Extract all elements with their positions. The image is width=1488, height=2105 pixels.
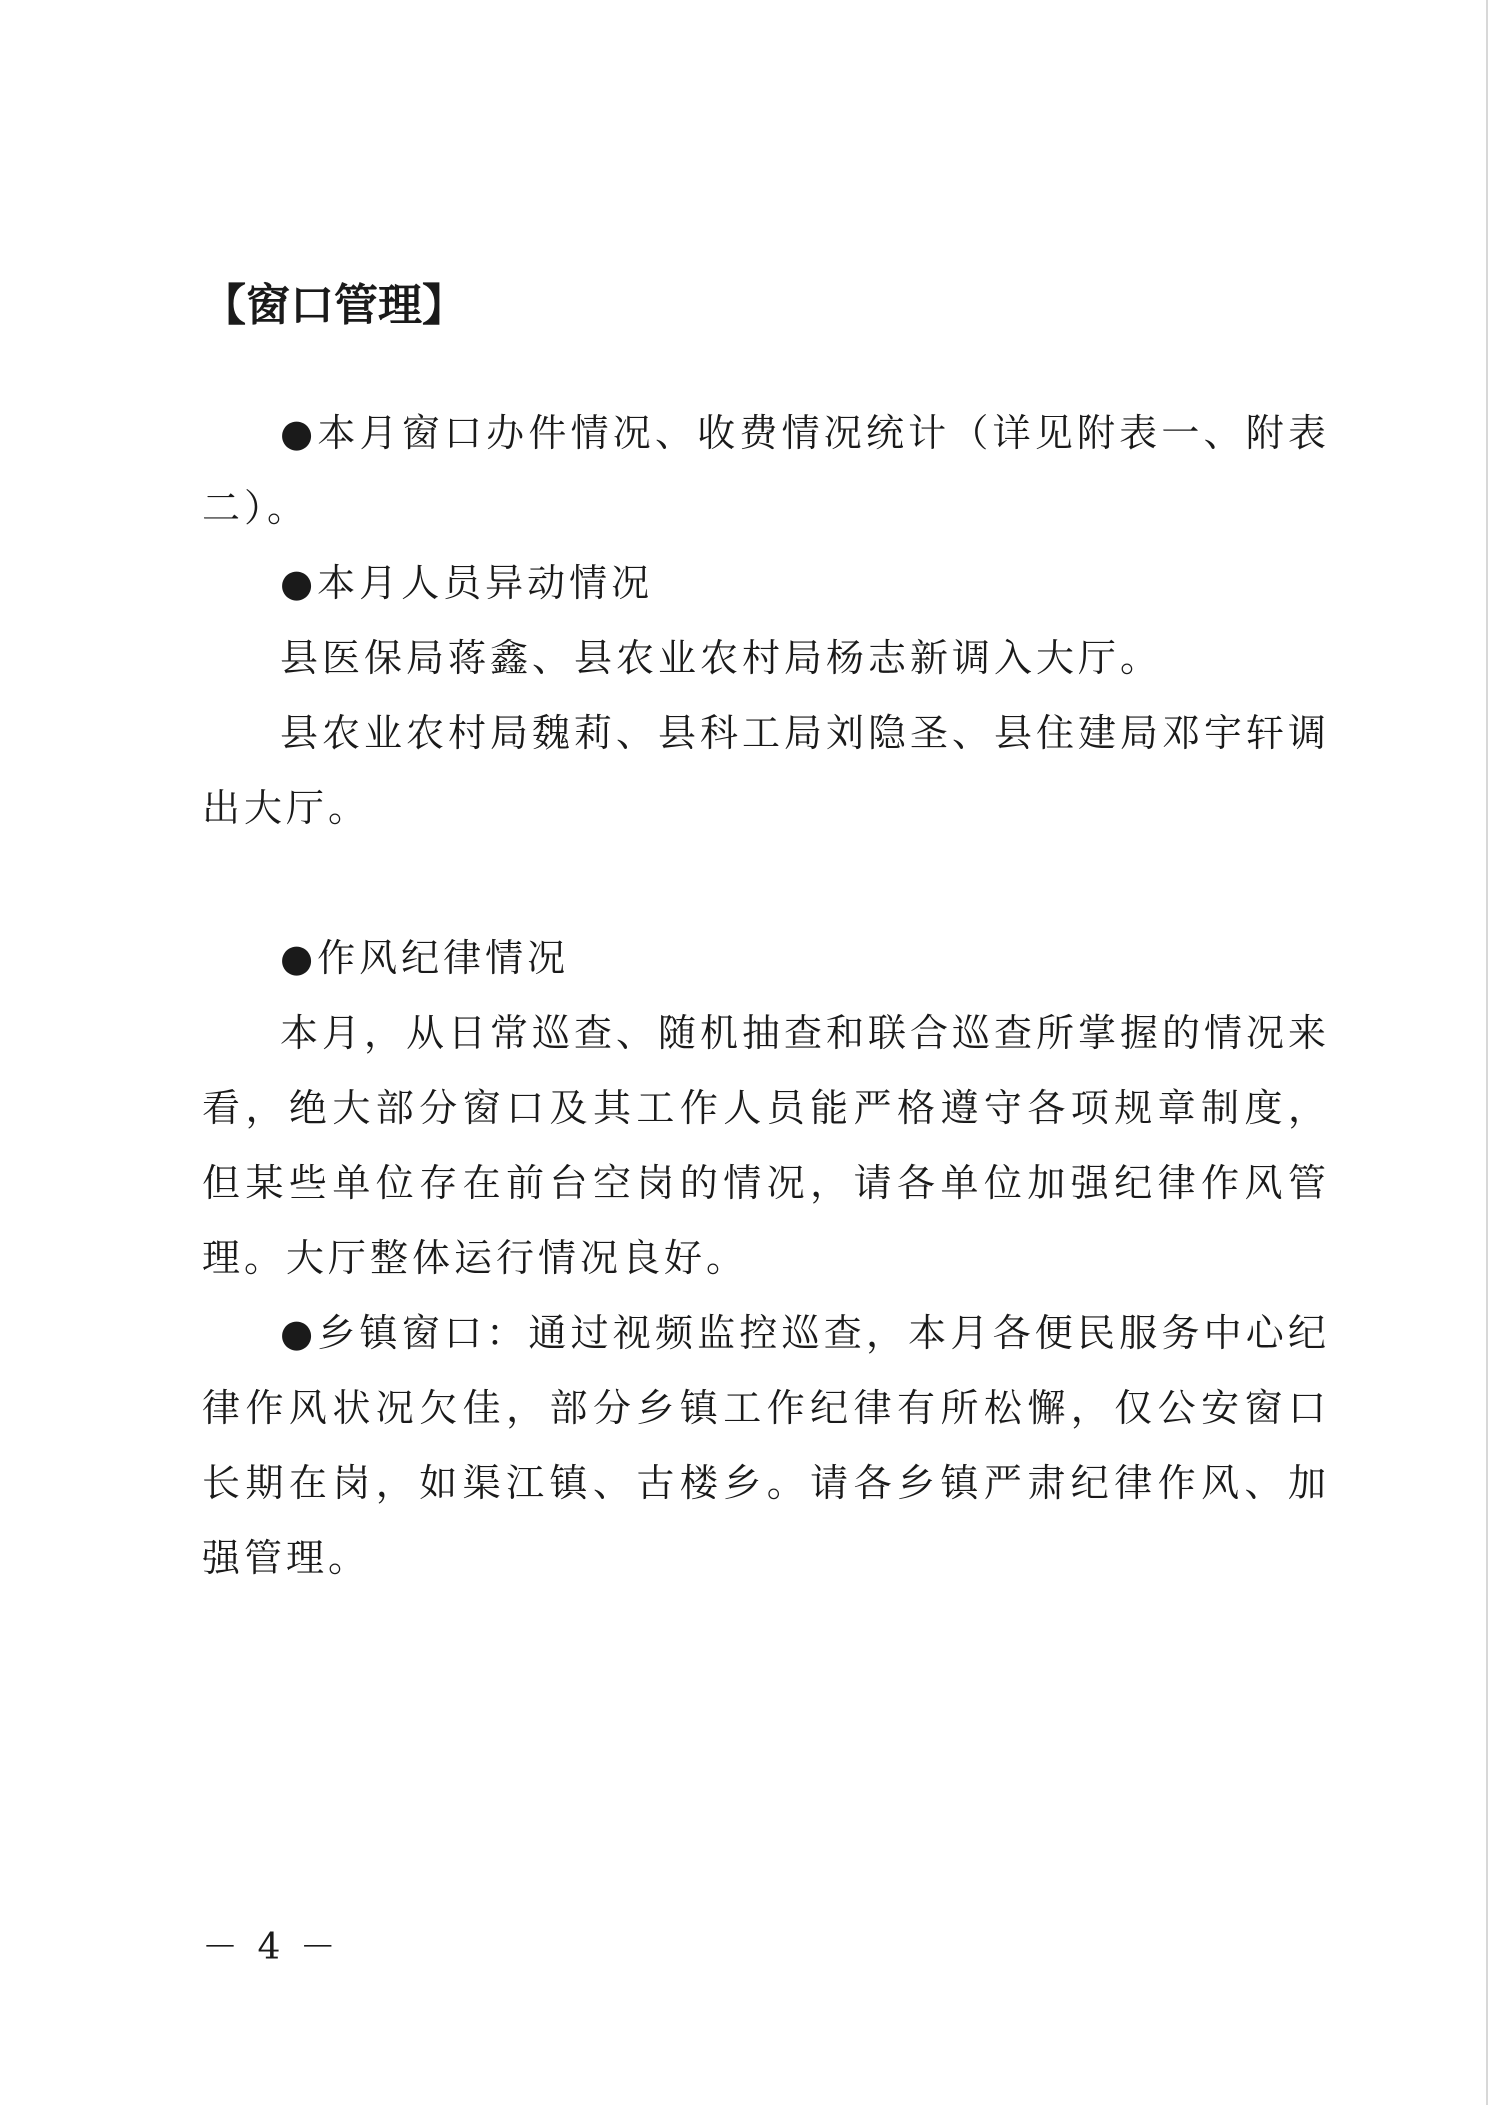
document-body bbox=[202, 396, 1330, 1596]
section-heading: 【窗口管理】 bbox=[202, 280, 466, 331]
paragraph-township-windows: ●乡镇窗口：通过视频监控巡查，本月各便民服务中心纪律作风状况欠佳，部分乡镇工作纪律有所松懈，仅公安窗口长期在岗，如渠江镇、古楼乡。请各乡镇严肃纪律作风、加强管理。 bbox=[202, 1311, 1330, 1580]
paragraph-transfers-in: 县医保局蒋鑫、县农业农村局杨志新调入大厅。 bbox=[280, 636, 1163, 680]
paragraph-discipline-heading: ●作风纪律情况 bbox=[280, 936, 570, 980]
page-number: － 4 － bbox=[202, 1927, 340, 1968]
paragraph-spacer bbox=[202, 846, 1330, 921]
paragraph-discipline-details: 本月，从日常巡查、随机抽查和联合巡查所掌握的情况来看，绝大部分窗口及其工作人员能严格遵守各项规章制度，但某些单位存在前台空岗的情况，请各单位加强纪律作风管理。大厅整体运行情况良好。 bbox=[202, 1011, 1331, 1280]
paragraph-personnel-changes-heading: ●本月人员异动情况 bbox=[280, 561, 654, 605]
paragraph-window-statistics: ●本月窗口办件情况、收费情况统计（详见附表一、附表二）。 bbox=[202, 411, 1330, 530]
paragraph-transfers-out: 县农业农村局魏莉、县科工局刘隐圣、县住建局邓宇轩调出大厅。 bbox=[202, 711, 1331, 830]
